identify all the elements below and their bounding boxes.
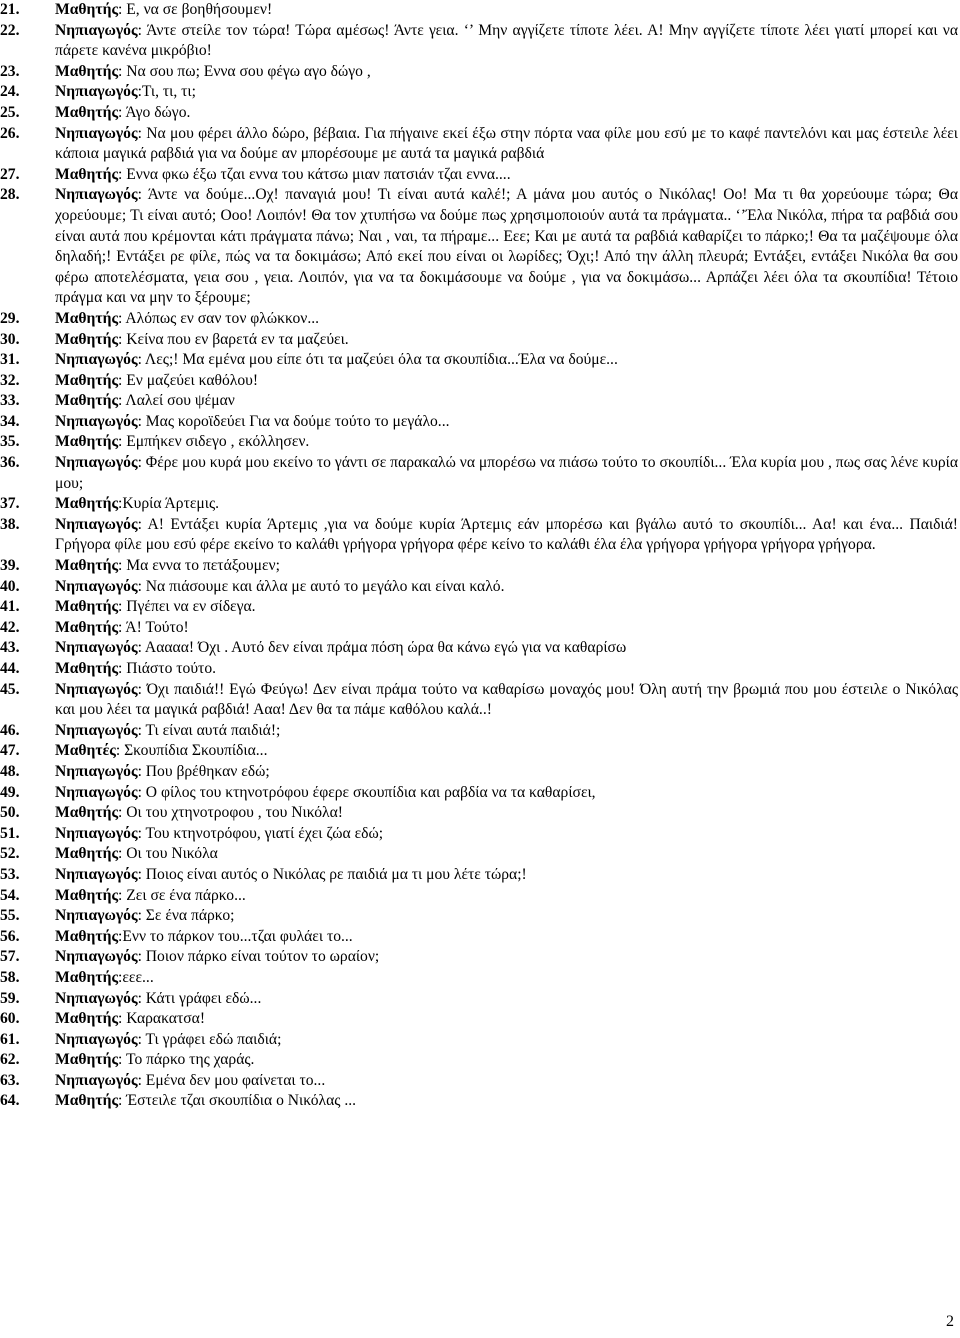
speaker-label: Νηπιαγωγός (55, 907, 138, 925)
speaker-label: Νηπιαγωγός (55, 721, 138, 739)
transcript-line (0, 762, 958, 783)
transcript-line (0, 21, 958, 62)
utterance-text: :Ενν το πάρκον του...τζαι φυλάει το... (118, 927, 353, 945)
line-number: 43. (0, 639, 20, 657)
line-number: 24. (0, 83, 20, 101)
utterance-text: : Ποιος είναι αυτός ο Νικόλας ρε παιδιά μα τι μου λέτε τώρα;! (137, 865, 527, 883)
utterance-text: :Κυρία Άρτεμις. (118, 495, 220, 513)
utterance-text: : Άγο δώγο. (118, 103, 191, 121)
utterance-text: : Ποιον πάρκο είναι τούτον το ωραίον; (137, 948, 380, 966)
speaker-label: Μαθητής (55, 927, 119, 945)
transcript-line (0, 721, 958, 742)
transcript-line (0, 968, 958, 989)
speaker-label: Μαθητής (55, 557, 119, 575)
transcript-line (0, 906, 958, 927)
speaker-label: Νηπιαγωγός (55, 1071, 138, 1089)
line-number: 61. (0, 1030, 20, 1048)
transcript-line (0, 989, 958, 1010)
utterance-text: :εεε... (118, 968, 154, 986)
line-number: 62. (0, 1051, 20, 1069)
line-number: 48. (0, 762, 20, 780)
utterance-text: : Όχι παιδιά!! Εγώ Φεύγω! Δεν είναι πράμα τούτο να καθαρίσω μοναχός μου! Όλη αυτή την βρωμιά που μου έστειλε ο Νικόλας και μου λέει τα μαγικά ραβδιά! Ααα! Δεν θα τα πάμε καθόλου καλά..! (55, 680, 958, 719)
speaker-label: Νηπιαγωγός (55, 783, 138, 801)
transcript-line (0, 124, 958, 165)
line-number: 34. (0, 412, 20, 430)
line-number: 45. (0, 680, 20, 698)
utterance-text: : Ο φίλος του κτηνοτρόφου έφερε σκουπίδια και ραβδία να τα καθαρίσει, (137, 783, 596, 801)
transcript-line (0, 597, 958, 618)
speaker-label: Μαθητής (55, 309, 119, 327)
transcript-line (0, 844, 958, 865)
speaker-label: Νηπιαγωγός (55, 865, 138, 883)
line-number: 56. (0, 927, 20, 945)
line-number: 52. (0, 845, 20, 863)
utterance-text: : Πγέπει να εν σίδεγα. (118, 598, 256, 616)
utterance-text: : Λαλεί σου ψέμαν (118, 392, 235, 410)
transcript-line (0, 1071, 958, 1092)
utterance-text: :Τι, τι, τι; (137, 83, 196, 101)
utterance-text: : Εννα φκω έξω τζαι εννα του κάτσω μιαν πατσιάν τζαι εννα.... (118, 165, 511, 183)
speaker-label: Νηπιαγωγός (55, 412, 138, 430)
speaker-label: Μαθητής (55, 660, 119, 677)
line-number: 44. (0, 660, 20, 677)
speaker-label: Νηπιαγωγός (55, 186, 138, 204)
line-number: 57. (0, 948, 20, 966)
utterance-text: : Σε ένα πάρκο; (137, 907, 235, 925)
line-number: 29. (0, 309, 20, 327)
utterance-text: : Τι γράφει εδώ παιδιά; (137, 1030, 282, 1048)
utterance-text: : Μα εννα το πετάξουμεν; (118, 557, 280, 575)
speaker-label: Μαθητής (55, 392, 119, 410)
speaker-label: Μαθητής (55, 165, 119, 183)
speaker-label: Νηπιαγωγός (55, 124, 138, 142)
utterance-text: : Να σου πω; Εννα σου φέγω αγο δώγο , (118, 62, 371, 80)
utterance-text: : Ε, να σε βοηθήσουμεν! (118, 1, 273, 18)
speaker-label: Νηπιαγωγός (55, 1030, 138, 1048)
utterance-text: : Εμπήκεν σιδεγο , εκόλλησεν. (118, 433, 310, 451)
speaker-label: Μαθητής (55, 598, 119, 616)
speaker-label: Νηπιαγωγός (55, 989, 138, 1007)
transcript-line (0, 62, 958, 83)
page-number: 2 (946, 1313, 954, 1330)
transcript-line (0, 865, 958, 886)
transcript-line (0, 659, 958, 680)
speaker-label: Νηπιαγωγός (55, 680, 138, 698)
transcript-line (0, 1009, 958, 1030)
transcript-line (0, 886, 958, 907)
utterance-text: : Του κτηνοτρόφου, γιατί έχει ζώα εδώ; (137, 824, 384, 842)
utterance-text: : Τι είναι αυτά παιδιά!; (137, 721, 281, 739)
line-number: 39. (0, 557, 20, 575)
utterance-text: : Έστειλε τζαι σκουπίδια ο Νικόλας ... (118, 1092, 357, 1110)
line-number: 35. (0, 433, 20, 451)
line-number: 53. (0, 865, 20, 883)
speaker-label: Μαθητής (55, 886, 119, 904)
utterance-text: : Εν μαζεύει καθόλου! (118, 371, 259, 389)
speaker-label: Μαθητής (55, 1010, 119, 1028)
line-number: 58. (0, 968, 20, 986)
transcript-line (0, 824, 958, 845)
utterance-text: : Ζει σε ένα πάρκο... (118, 886, 246, 904)
utterance-text: : Εμένα δεν μου φαίνεται το... (137, 1071, 326, 1089)
speaker-label: Μαθητής (55, 618, 119, 636)
transcript-line (0, 432, 958, 453)
speaker-label: Μαθητές (55, 742, 116, 760)
utterance-text: : Οι του Νικόλα (118, 845, 218, 863)
line-number: 59. (0, 989, 20, 1007)
line-number: 41. (0, 598, 20, 616)
utterance-text: : Φέρε μου κυρά μου εκείνο το γάντι σε παρακαλώ να μπορέσω να πιάσω τούτο το σκουπίδι... Έλα κυρία μου , πως σας λένε κυρία μου; (55, 454, 958, 492)
transcript-line (0, 783, 958, 804)
transcript-line (0, 947, 958, 968)
speaker-label: Μαθητής (55, 103, 119, 121)
speaker-label: Μαθητής (55, 1051, 119, 1069)
speaker-label: Νηπιαγωγός (55, 824, 138, 842)
utterance-text: : Άντε να δούμε...Οχ! παναγιά μου! Τι είναι αυτά καλέ!; Α μάνα μου αυτός ο Νικόλας! Οο! Μα τι θα χορεύουμε τώρα; Θα χορεύουμε; Τι είναι αυτό; Οοο! Λοιπόν! Θα τον χτυπήσω να δούμε πως χρησιμοποιούν αυτά τα πράγματα.. ‘’Έλα Νικόλα, πήρα τα ραβδιά σου είναι αυτά που κρέμονται κάτι πράγματα πάνω; Ναι , ναι, τα πήραμε... Εεε; Και με αυτά τα ραβδιά καθαρίζει το πάρκο;! Θα τα μαζέψουμε όλα δηλαδή;! Εντάξει ρε φίλε, πώς να τα δοκιμάσω; Από εκεί που είναι οι λωρίδες; Όχι;! Από την άλλη πλευρά; Εντάξει, εντάξει Νικόλα θα σου φέρω αποτελέσματα, γεια σου , γεια. Λοιπόν, για να τα δοκιμάσουμε να δούμε , για να δοκιμάσω... Αρπάζει λέει όλα τα σκουπίδια! Τέτοιο πράγμα και να μην το ξέρουμε; (55, 186, 958, 307)
transcript-line (0, 1030, 958, 1051)
utterance-text: : Α! Εντάξει κυρία Άρτεμις ,για να δούμε κυρία Άρτεμις εάν μπορέσω και βγάλω αυτό το σκουπίδι... Αα! και ένα... Παιδιά! Γρήγορα φίλε μου εσύ φέρε εκείνο το καλάθι γρήγορα γρήγορα φέρε κείνο το καλάθι έλα έλα γρήγορα γρήγορα γρήγορα γρήγορα. (55, 515, 958, 554)
transcript-line (0, 412, 958, 433)
utterance-text: : Να μου φέρει άλλο δώρο, βέβαια. Για πήγαινε εκεί έξω στην πόρτα ναα φίλε μου εσύ με το καφέ παντελόνι και μας έστειλε λέει κάποια μαγικά ραβδιά για να δούμε αν μπορέσουμε με αυτά τα μαγικά ραβδιά (55, 124, 958, 163)
transcript-line (0, 453, 958, 494)
speaker-label: Μαθητής (55, 1092, 119, 1110)
transcript-line (0, 1050, 958, 1071)
transcript-line (0, 82, 958, 103)
transcript-line (0, 391, 958, 412)
speaker-label: Μαθητής (55, 62, 119, 80)
utterance-text: : Να πιάσουμε και άλλα με αυτό το μεγάλο και είναι καλό. (137, 577, 505, 595)
transcript-line (0, 1091, 958, 1112)
speaker-label: Μαθητής (55, 1, 119, 18)
line-number: 42. (0, 618, 20, 636)
line-number: 64. (0, 1092, 20, 1110)
speaker-label: Μαθητής (55, 968, 119, 986)
line-number: 27. (0, 165, 20, 183)
transcript-line (0, 556, 958, 577)
transcript-line (0, 577, 958, 598)
speaker-label: Νηπιαγωγός (55, 639, 138, 657)
speaker-label: Μαθητής (55, 330, 119, 348)
speaker-label: Νηπιαγωγός (55, 762, 138, 780)
utterance-text: : Ά! Τούτο! (118, 618, 189, 636)
line-number: 36. (0, 454, 20, 472)
line-number: 21. (0, 1, 20, 18)
speaker-label: Μαθητής (55, 371, 119, 389)
line-number: 40. (0, 577, 20, 595)
speaker-label: Μαθητής (55, 495, 119, 513)
line-number: 49. (0, 783, 20, 801)
transcript-line (0, 0, 958, 21)
speaker-label: Νηπιαγωγός (55, 515, 138, 533)
utterance-text: : Κάτι γράφει εδώ... (137, 989, 262, 1007)
line-number: 38. (0, 515, 20, 533)
speaker-label: Νηπιαγωγός (55, 83, 138, 101)
transcript-line (0, 803, 958, 824)
utterance-text: : Λες;! Μα εμένα μου είπε ότι τα μαζεύει όλα τα σκουπίδια...Έλα να δούμε... (137, 351, 618, 369)
line-number: 46. (0, 721, 20, 739)
line-number: 50. (0, 804, 20, 822)
speaker-label: Νηπιαγωγός (55, 454, 138, 472)
transcript-line (0, 618, 958, 639)
speaker-label: Νηπιαγωγός (55, 948, 138, 966)
line-number: 25. (0, 103, 20, 121)
utterance-text: : Κείνα που εν βαρετά εν τα μαζεύει. (118, 330, 349, 348)
line-number: 55. (0, 907, 20, 925)
line-number: 63. (0, 1071, 20, 1089)
line-number: 37. (0, 495, 20, 513)
line-number: 23. (0, 62, 20, 80)
utterance-text: : Σκουπίδια Σκουπίδια... (115, 742, 268, 760)
speaker-label: Νηπιαγωγός (55, 21, 138, 39)
utterance-text: : Μας κοροϊδεύει Για να δούμε τούτο το μεγάλο... (137, 412, 450, 430)
transcript-line (0, 330, 958, 351)
utterance-text: : Πιάστο τούτο. (118, 660, 217, 677)
transcript-line (0, 515, 958, 556)
line-number: 30. (0, 330, 20, 348)
line-number: 28. (0, 186, 20, 204)
transcript-line (0, 165, 958, 186)
utterance-text: : Το πάρκο της χαράς. (118, 1051, 255, 1069)
speaker-label: Μαθητής (55, 433, 119, 451)
utterance-text: : Ααααα! Όχι . Αυτό δεν είναι πράμα πόση ώρα θα κάνω εγώ για να καθαρίσω (137, 639, 627, 657)
transcript-line (0, 309, 958, 330)
transcript-line (0, 103, 958, 124)
speaker-label: Νηπιαγωγός (55, 577, 138, 595)
transcript-line (0, 741, 958, 762)
line-number: 47. (0, 742, 20, 760)
line-number: 26. (0, 124, 20, 142)
line-number: 51. (0, 824, 20, 842)
speaker-label: Νηπιαγωγός (55, 351, 138, 369)
utterance-text: : Άντε στείλε τον τώρα! Τώρα αμέσως! Άντε γεια. ‘’ Μην αγγίζετε τίποτε λέει. Α! Μην αγγίζετε τίποτε λέει γιατί μπορεί και να πάρετε κανένα μικρόβιο! (55, 21, 958, 60)
transcript-line (0, 638, 958, 659)
line-number: 54. (0, 886, 20, 904)
transcript-line (0, 680, 958, 721)
line-number: 60. (0, 1010, 20, 1028)
line-number: 33. (0, 392, 20, 410)
speaker-label: Μαθητής (55, 804, 119, 822)
transcript-line (0, 350, 958, 371)
transcript-line (0, 185, 958, 309)
transcript-line (0, 371, 958, 392)
utterance-text: : Οι του χτηνοτροφου , του Νικόλα! (118, 804, 343, 822)
transcript-line (0, 927, 958, 948)
speaker-label: Μαθητής (55, 845, 119, 863)
line-number: 22. (0, 21, 20, 39)
transcript-line (0, 494, 958, 515)
utterance-text: : Αλόπως εν σαν τον φλώκκον... (118, 309, 320, 327)
utterance-text: : Καρακατσα! (118, 1010, 206, 1028)
line-number: 32. (0, 371, 20, 389)
line-number: 31. (0, 351, 20, 369)
utterance-text: : Που βρέθηκαν εδώ; (137, 762, 270, 780)
